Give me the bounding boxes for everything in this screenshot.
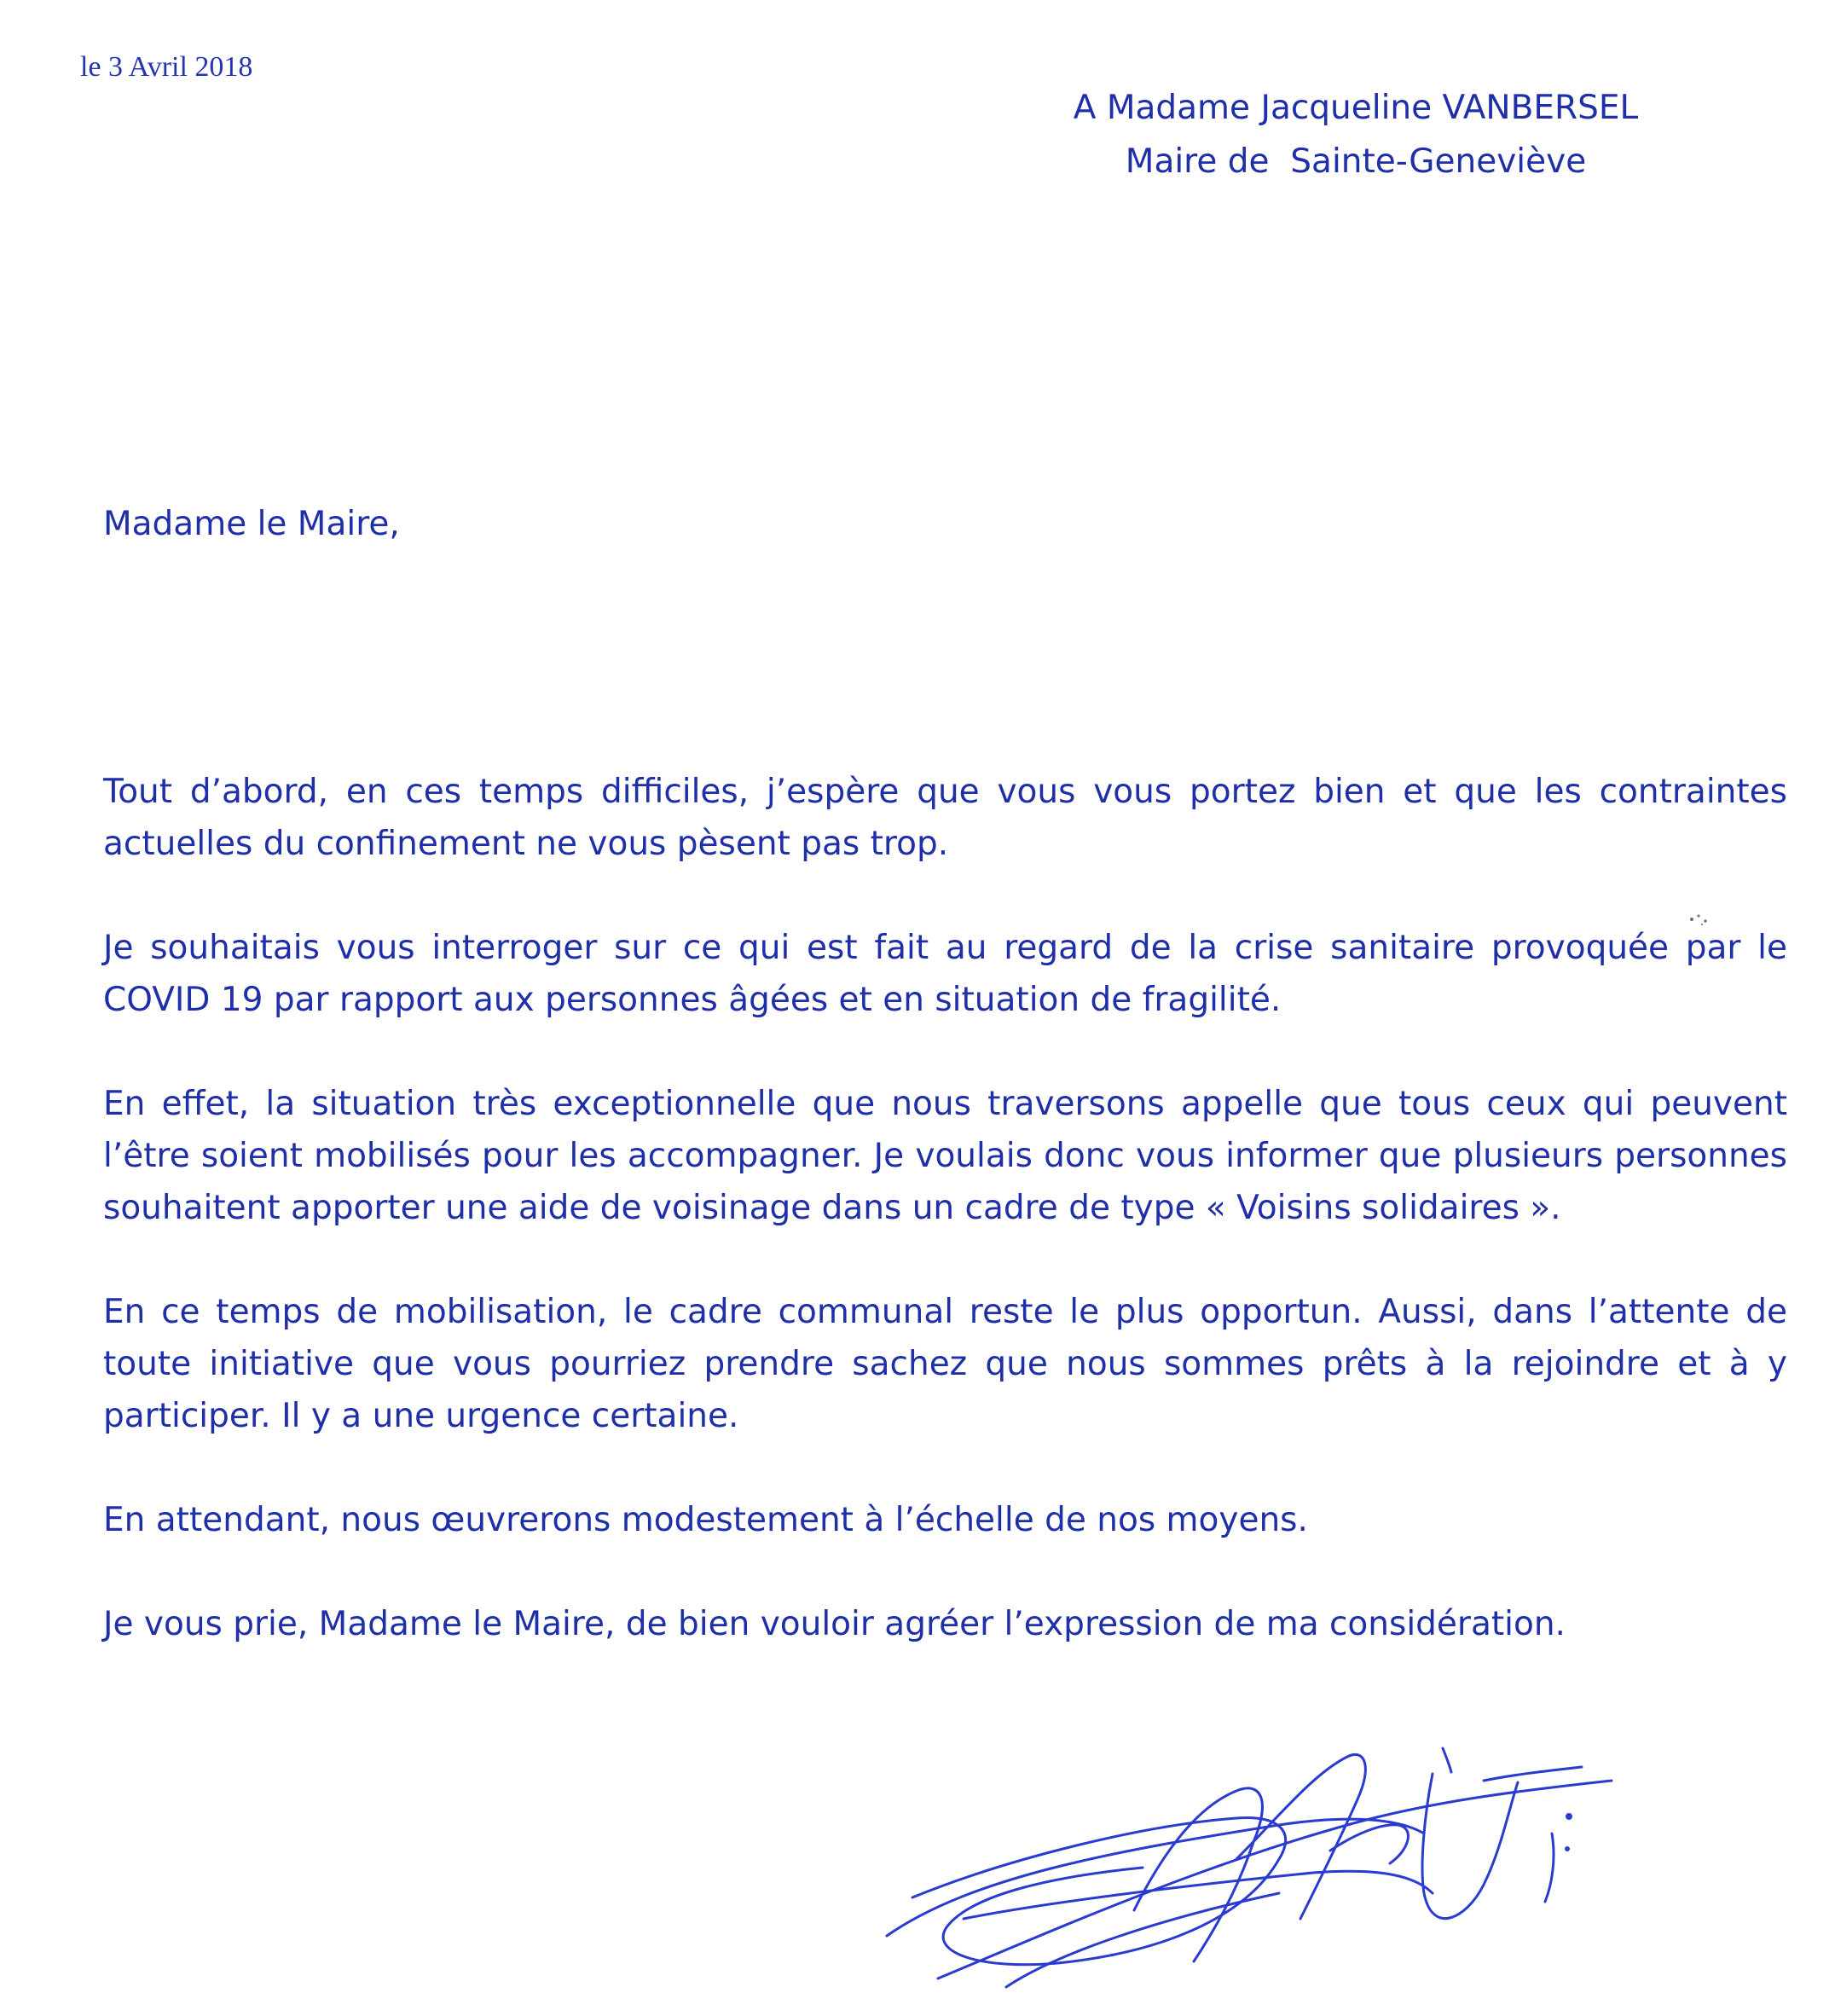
paragraph-closing: Je vous prie, Madame le Maire, de bien vouloir agréer l’expression de ma considération. [103, 1605, 1566, 1643]
paragraph-meanwhile: En attendant, nous œuvrerons modestement à l’échelle de nos moyens. [103, 1501, 1308, 1539]
paragraph-question: Je souhaitais vous interroger sur ce qui est fait au regard de la crise sanitaire provoquée par le COVID 19 par rapport aux personnes âgées et en situation de fragilité. [103, 929, 1787, 1019]
letter-body [103, 766, 1787, 1702]
paragraph-greeting: Tout d’abord, en ces temps difficiles, j’espère que vous vous portez bien et que les contraintes actuelles du confinement ne vous pèsent pas trop. [103, 773, 1787, 863]
letter-date: le 3 Avril 2018 [80, 51, 253, 83]
salutation: Madame le Maire, [103, 505, 400, 543]
recipient-block [1006, 81, 1705, 188]
ink-speck [1687, 911, 1712, 930]
paragraph-mobilisation: En ce temps de mobilisation, le cadre communal reste le plus opportun. Aussi, dans l’attente de toute initiative que vous pourriez prendre sachez que nous sommes prêts à la rejoindre et à y participer. Il y a une urgence certaine. [103, 1293, 1787, 1435]
recipient-name: A Madame Jacqueline VANBERSEL [1073, 89, 1639, 127]
paragraph-volunteers: En effet, la situation très exceptionnelle que nous traversons appelle que tous ceux qui peuvent l’être soient mobilisés pour les accompagner. Je voulais donc vous informer que plusieurs personnes souhaitent apporter une aide de voisinage dans un cadre de type « Voisins solidaires ». [103, 1085, 1787, 1227]
signature-scribble [836, 1723, 1637, 2004]
recipient-title: Maire de Sainte-Geneviève [1125, 142, 1587, 181]
